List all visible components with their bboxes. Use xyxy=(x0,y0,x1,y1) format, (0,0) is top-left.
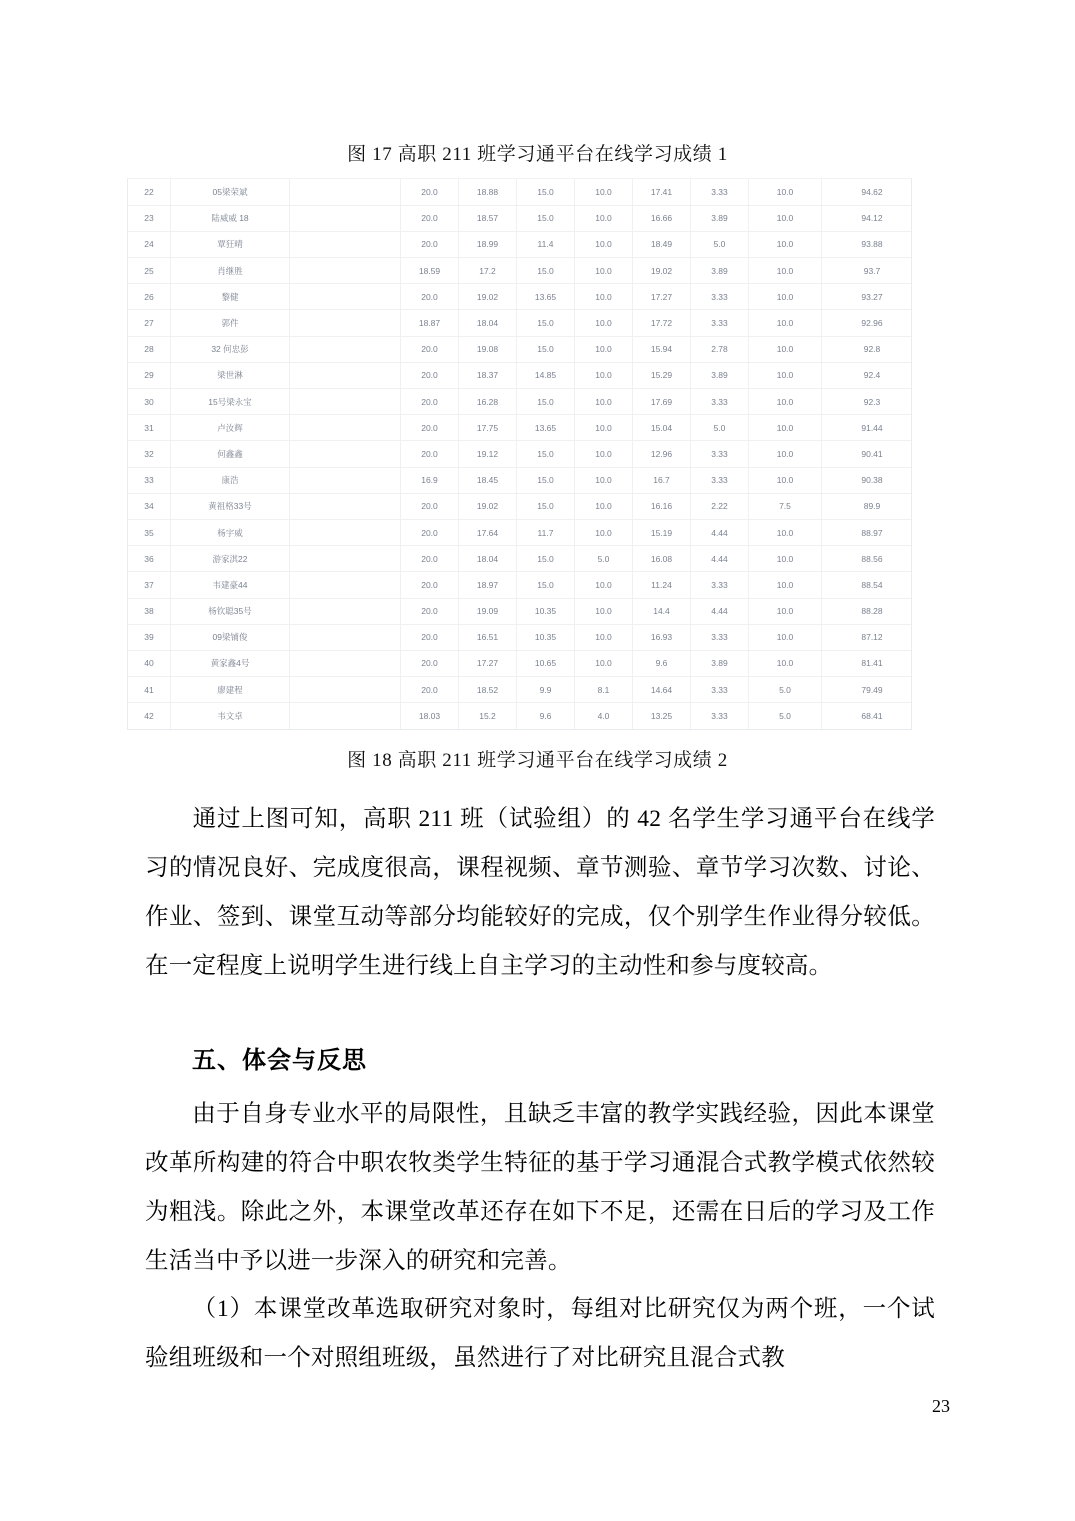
cell-score-4: 10.0 xyxy=(575,441,633,467)
cell-index: 41 xyxy=(128,677,171,703)
table-row xyxy=(128,231,912,257)
cell-score-2: 17.75 xyxy=(459,415,517,441)
cell-score-3: 15.0 xyxy=(517,179,575,205)
cell-score-5: 15.19 xyxy=(633,519,691,545)
cell-score-4: 10.0 xyxy=(575,179,633,205)
cell-score-2: 18.04 xyxy=(459,546,517,572)
cell-score-4: 10.0 xyxy=(575,519,633,545)
cell-index: 42 xyxy=(128,703,171,729)
cell-score-4: 8.1 xyxy=(575,677,633,703)
table-row xyxy=(128,703,912,729)
cell-score-2: 17.2 xyxy=(459,258,517,284)
cell-score-2: 16.28 xyxy=(459,389,517,415)
cell-index: 35 xyxy=(128,519,171,545)
cell-score-5: 17.27 xyxy=(633,284,691,310)
cell-score-7: 10.0 xyxy=(749,258,822,284)
cell-index: 40 xyxy=(128,650,171,676)
cell-score-2: 15.2 xyxy=(459,703,517,729)
cell-score-3: 15.0 xyxy=(517,467,575,493)
cell-score-4: 10.0 xyxy=(575,650,633,676)
cell-score-3: 11.7 xyxy=(517,519,575,545)
cell-name: 韦文卓 xyxy=(171,703,290,729)
table-row xyxy=(128,624,912,650)
cell-name: 肖继胜 xyxy=(171,258,290,284)
cell-score-1: 20.0 xyxy=(401,231,459,257)
table-row xyxy=(128,284,912,310)
cell-score-1: 20.0 xyxy=(401,650,459,676)
figure-17-caption: 图 17 高职 211 班学习通平台在线学习成绩 1 xyxy=(347,144,728,165)
cell-blank xyxy=(290,546,401,572)
paragraph-reflection xyxy=(145,1090,935,1286)
table-row xyxy=(128,677,912,703)
cell-score-6: 4.44 xyxy=(691,598,749,624)
figure-18-caption: 图 18 高职 211 班学习通平台在线学习成绩 2 xyxy=(347,750,728,771)
cell-score-1: 18.59 xyxy=(401,258,459,284)
cell-name: 杨钦聪35号 xyxy=(171,598,290,624)
cell-score-6: 5.0 xyxy=(691,415,749,441)
cell-score-2: 19.08 xyxy=(459,336,517,362)
cell-total: 88.97 xyxy=(822,519,913,545)
cell-score-6: 3.89 xyxy=(691,362,749,388)
cell-score-4: 10.0 xyxy=(575,258,633,284)
cell-score-3: 13.65 xyxy=(517,284,575,310)
cell-blank xyxy=(290,362,401,388)
table-row xyxy=(128,493,912,519)
cell-score-5: 19.02 xyxy=(633,258,691,284)
cell-score-5: 12.96 xyxy=(633,441,691,467)
cell-score-7: 10.0 xyxy=(749,441,822,467)
cell-score-3: 15.0 xyxy=(517,572,575,598)
cell-score-7: 10.0 xyxy=(749,362,822,388)
cell-score-7: 7.5 xyxy=(749,493,822,519)
cell-score-6: 5.0 xyxy=(691,231,749,257)
cell-name: 黎健 xyxy=(171,284,290,310)
cell-score-7: 10.0 xyxy=(749,519,822,545)
cell-score-2: 19.02 xyxy=(459,493,517,519)
cell-total: 88.28 xyxy=(822,598,913,624)
cell-score-5: 16.93 xyxy=(633,624,691,650)
cell-name: 梁世淋 xyxy=(171,362,290,388)
table-row xyxy=(128,205,912,231)
cell-index: 37 xyxy=(128,572,171,598)
cell-score-7: 10.0 xyxy=(749,205,822,231)
cell-total: 94.62 xyxy=(822,179,913,205)
cell-score-6: 3.89 xyxy=(691,650,749,676)
cell-score-4: 10.0 xyxy=(575,336,633,362)
cell-total: 81.41 xyxy=(822,650,913,676)
cell-score-6: 3.89 xyxy=(691,258,749,284)
cell-score-6: 3.33 xyxy=(691,310,749,336)
cell-index: 26 xyxy=(128,284,171,310)
paragraph-limitation-one-text: （1）本课堂改革选取研究对象时，每组对比研究仅为两个班，一个试验组班级和一个对照组班级，虽然进行了对比研究且混合式教 xyxy=(145,1296,935,1371)
cell-score-2: 18.57 xyxy=(459,205,517,231)
cell-score-7: 10.0 xyxy=(749,389,822,415)
section-heading-five: 五、体会与反思 xyxy=(192,1048,367,1074)
cell-total: 79.49 xyxy=(822,677,913,703)
cell-score-4: 10.0 xyxy=(575,362,633,388)
cell-name: 何鑫鑫 xyxy=(171,441,290,467)
cell-index: 30 xyxy=(128,389,171,415)
cell-name: 杨宇威 xyxy=(171,519,290,545)
cell-score-3: 15.0 xyxy=(517,493,575,519)
cell-score-6: 3.33 xyxy=(691,677,749,703)
cell-name: 15号梁永宝 xyxy=(171,389,290,415)
cell-score-4: 10.0 xyxy=(575,310,633,336)
table-row xyxy=(128,258,912,284)
cell-score-6: 2.22 xyxy=(691,493,749,519)
cell-name: 游家淇22 xyxy=(171,546,290,572)
cell-score-4: 10.0 xyxy=(575,205,633,231)
cell-score-6: 3.89 xyxy=(691,205,749,231)
cell-score-1: 20.0 xyxy=(401,205,459,231)
cell-blank xyxy=(290,519,401,545)
cell-index: 32 xyxy=(128,441,171,467)
cell-score-5: 15.94 xyxy=(633,336,691,362)
paragraph-conclusion xyxy=(145,795,935,991)
cell-score-4: 5.0 xyxy=(575,546,633,572)
cell-score-7: 10.0 xyxy=(749,650,822,676)
cell-score-5: 13.25 xyxy=(633,703,691,729)
cell-name: 韦建豪44 xyxy=(171,572,290,598)
cell-name: 廖建程 xyxy=(171,677,290,703)
cell-score-7: 10.0 xyxy=(749,336,822,362)
cell-total: 94.12 xyxy=(822,205,913,231)
cell-score-7: 10.0 xyxy=(749,284,822,310)
cell-score-3: 10.35 xyxy=(517,598,575,624)
cell-score-6: 3.33 xyxy=(691,441,749,467)
cell-score-5: 15.29 xyxy=(633,362,691,388)
cell-blank xyxy=(290,258,401,284)
cell-score-6: 4.44 xyxy=(691,519,749,545)
cell-score-4: 10.0 xyxy=(575,598,633,624)
cell-total: 92.96 xyxy=(822,310,913,336)
cell-name: 黄家鑫4号 xyxy=(171,650,290,676)
cell-score-2: 18.97 xyxy=(459,572,517,598)
cell-score-5: 17.41 xyxy=(633,179,691,205)
cell-name: 郭件 xyxy=(171,310,290,336)
cell-score-3: 15.0 xyxy=(517,310,575,336)
cell-blank xyxy=(290,389,401,415)
cell-score-4: 4.0 xyxy=(575,703,633,729)
table-row xyxy=(128,546,912,572)
cell-score-1: 20.0 xyxy=(401,493,459,519)
cell-index: 25 xyxy=(128,258,171,284)
cell-score-3: 15.0 xyxy=(517,258,575,284)
cell-score-2: 19.02 xyxy=(459,284,517,310)
cell-score-1: 20.0 xyxy=(401,336,459,362)
cell-total: 90.38 xyxy=(822,467,913,493)
cell-score-5: 11.24 xyxy=(633,572,691,598)
cell-blank xyxy=(290,572,401,598)
cell-score-5: 15.04 xyxy=(633,415,691,441)
cell-score-2: 18.37 xyxy=(459,362,517,388)
table-row xyxy=(128,441,912,467)
cell-index: 38 xyxy=(128,598,171,624)
cell-score-6: 3.33 xyxy=(691,389,749,415)
cell-score-1: 20.0 xyxy=(401,179,459,205)
cell-score-1: 20.0 xyxy=(401,546,459,572)
cell-score-3: 10.35 xyxy=(517,624,575,650)
cell-score-2: 17.64 xyxy=(459,519,517,545)
cell-score-3: 15.0 xyxy=(517,336,575,362)
cell-total: 89.9 xyxy=(822,493,913,519)
cell-score-7: 10.0 xyxy=(749,624,822,650)
cell-blank xyxy=(290,677,401,703)
table-row xyxy=(128,572,912,598)
cell-blank xyxy=(290,624,401,650)
cell-total: 92.8 xyxy=(822,336,913,362)
cell-blank xyxy=(290,205,401,231)
cell-index: 23 xyxy=(128,205,171,231)
cell-score-6: 3.33 xyxy=(691,179,749,205)
cell-name: 05梁荣斌 xyxy=(171,179,290,205)
table-row xyxy=(128,389,912,415)
cell-score-5: 16.16 xyxy=(633,493,691,519)
cell-score-7: 5.0 xyxy=(749,677,822,703)
cell-score-7: 10.0 xyxy=(749,572,822,598)
cell-score-5: 16.66 xyxy=(633,205,691,231)
cell-score-5: 18.49 xyxy=(633,231,691,257)
cell-score-1: 18.87 xyxy=(401,310,459,336)
cell-score-2: 17.27 xyxy=(459,650,517,676)
cell-score-2: 18.45 xyxy=(459,467,517,493)
cell-index: 33 xyxy=(128,467,171,493)
paragraph-conclusion-text: 通过上图可知，高职 211 班（试验组）的 42 名学生学习通平台在线学习的情况良好、完成度很高，课程视频、章节测验、章节学习次数、讨论、作业、签到、课堂互动等部分均能较好的完成，仅个别学生作业得分较低。在一定程度上说明学生进行线上自主学习的主动性和参与度较高。 xyxy=(145,806,935,979)
cell-score-5: 14.4 xyxy=(633,598,691,624)
cell-score-4: 10.0 xyxy=(575,467,633,493)
cell-total: 90.41 xyxy=(822,441,913,467)
cell-name: 09梁铺俊 xyxy=(171,624,290,650)
table-row xyxy=(128,650,912,676)
paragraph-limitation-one xyxy=(145,1285,935,1383)
cell-index: 27 xyxy=(128,310,171,336)
cell-score-7: 10.0 xyxy=(749,415,822,441)
cell-name: 覃狂晴 xyxy=(171,231,290,257)
table-row xyxy=(128,598,912,624)
cell-name: 卢汝辉 xyxy=(171,415,290,441)
cell-total: 93.27 xyxy=(822,284,913,310)
cell-score-1: 20.0 xyxy=(401,415,459,441)
page-number: 23 xyxy=(932,1396,950,1416)
cell-blank xyxy=(290,650,401,676)
table-row xyxy=(128,415,912,441)
cell-score-3: 14.85 xyxy=(517,362,575,388)
cell-score-1: 20.0 xyxy=(401,389,459,415)
cell-score-1: 20.0 xyxy=(401,624,459,650)
cell-score-6: 3.33 xyxy=(691,703,749,729)
cell-score-5: 17.69 xyxy=(633,389,691,415)
cell-score-2: 18.88 xyxy=(459,179,517,205)
cell-score-2: 18.04 xyxy=(459,310,517,336)
cell-score-6: 3.33 xyxy=(691,467,749,493)
cell-score-7: 10.0 xyxy=(749,467,822,493)
cell-score-7: 10.0 xyxy=(749,179,822,205)
grades-table xyxy=(128,179,912,729)
cell-score-5: 16.08 xyxy=(633,546,691,572)
cell-score-2: 18.52 xyxy=(459,677,517,703)
cell-score-3: 15.0 xyxy=(517,441,575,467)
cell-blank xyxy=(290,336,401,362)
cell-index: 28 xyxy=(128,336,171,362)
table-row xyxy=(128,519,912,545)
cell-score-2: 19.12 xyxy=(459,441,517,467)
cell-score-4: 10.0 xyxy=(575,389,633,415)
cell-blank xyxy=(290,467,401,493)
cell-name: 康浩 xyxy=(171,467,290,493)
cell-total: 91.44 xyxy=(822,415,913,441)
cell-score-3: 10.65 xyxy=(517,650,575,676)
cell-blank xyxy=(290,441,401,467)
cell-score-6: 2.78 xyxy=(691,336,749,362)
table-row xyxy=(128,336,912,362)
cell-score-1: 20.0 xyxy=(401,598,459,624)
cell-score-3: 9.9 xyxy=(517,677,575,703)
cell-score-3: 15.0 xyxy=(517,389,575,415)
cell-score-1: 20.0 xyxy=(401,572,459,598)
cell-name: 32 何忠彭 xyxy=(171,336,290,362)
cell-blank xyxy=(290,415,401,441)
cell-score-6: 3.33 xyxy=(691,624,749,650)
cell-score-1: 20.0 xyxy=(401,519,459,545)
cell-score-3: 11.4 xyxy=(517,231,575,257)
cell-score-2: 19.09 xyxy=(459,598,517,624)
cell-total: 68.41 xyxy=(861,711,883,722)
cell-score-4: 10.0 xyxy=(575,493,633,519)
cell-score-5: 16.7 xyxy=(633,467,691,493)
cell-total: 93.7 xyxy=(822,258,913,284)
cell-score-3: 13.65 xyxy=(517,415,575,441)
table-row xyxy=(128,467,912,493)
cell-score-1: 20.0 xyxy=(401,441,459,467)
cell-score-1: 20.0 xyxy=(401,677,459,703)
cell-score-4: 10.0 xyxy=(575,284,633,310)
cell-index: 22 xyxy=(128,179,171,205)
cell-index: 39 xyxy=(128,624,171,650)
cell-blank xyxy=(290,310,401,336)
cell-score-6: 3.33 xyxy=(691,284,749,310)
cell-name: 黄祖格33号 xyxy=(171,493,290,519)
cell-score-4: 10.0 xyxy=(575,415,633,441)
cell-total: 88.56 xyxy=(822,546,913,572)
cell-blank xyxy=(290,179,401,205)
cell-score-1: 18.03 xyxy=(401,703,459,729)
cell-score-3: 15.0 xyxy=(517,205,575,231)
cell-score-5: 17.72 xyxy=(633,310,691,336)
cell-blank xyxy=(290,231,401,257)
cell-index: 29 xyxy=(128,362,171,388)
cell-index: 34 xyxy=(128,493,171,519)
paragraph-reflection-text: 由于自身专业水平的局限性，且缺乏丰富的教学实践经验，因此本课堂改革所构建的符合中职农牧类学生特征的基于学习通混合式教学模式依然较为粗浅。除此之外，本课堂改革还存在如下不足，还需在日后的学习及工作生活当中予以进一步深入的研究和完善。 xyxy=(145,1101,935,1274)
cell-blank xyxy=(290,598,401,624)
cell-score-4: 10.0 xyxy=(575,231,633,257)
cell-score-6: 4.44 xyxy=(691,546,749,572)
cell-score-1: 16.9 xyxy=(401,467,459,493)
cell-total: 92.4 xyxy=(822,362,913,388)
cell-name: 陆威威 18 xyxy=(171,205,290,231)
cell-score-3: 15.0 xyxy=(517,546,575,572)
cell-index: 36 xyxy=(128,546,171,572)
cell-total: 88.54 xyxy=(822,572,913,598)
cell-score-2: 18.99 xyxy=(459,231,517,257)
cell-score-7: 5.0 xyxy=(749,703,822,729)
grades-table-screenshot xyxy=(127,178,912,730)
cell-score-1: 20.0 xyxy=(401,362,459,388)
table-row xyxy=(128,362,912,388)
cell-score-5: 9.6 xyxy=(633,650,691,676)
cell-blank xyxy=(290,493,401,519)
cell-score-5: 14.64 xyxy=(633,677,691,703)
cell-index: 31 xyxy=(128,415,171,441)
cell-score-4: 10.0 xyxy=(575,572,633,598)
cell-score-7: 10.0 xyxy=(749,310,822,336)
cell-blank xyxy=(290,703,401,729)
table-row xyxy=(128,179,912,205)
table-row xyxy=(128,310,912,336)
cell-score-7: 10.0 xyxy=(749,598,822,624)
cell-blank xyxy=(290,284,401,310)
cell-total: 92.3 xyxy=(822,389,913,415)
cell-score-2: 16.51 xyxy=(459,624,517,650)
cell-score-3: 9.6 xyxy=(517,703,575,729)
cell-score-4: 10.0 xyxy=(575,624,633,650)
cell-total: 93.88 xyxy=(822,231,913,257)
cell-index: 24 xyxy=(128,231,171,257)
cell-total: 87.12 xyxy=(822,624,913,650)
cell-score-7: 10.0 xyxy=(749,231,822,257)
cell-score-7: 10.0 xyxy=(749,546,822,572)
cell-score-6: 3.33 xyxy=(691,572,749,598)
cell-score-1: 20.0 xyxy=(401,284,459,310)
